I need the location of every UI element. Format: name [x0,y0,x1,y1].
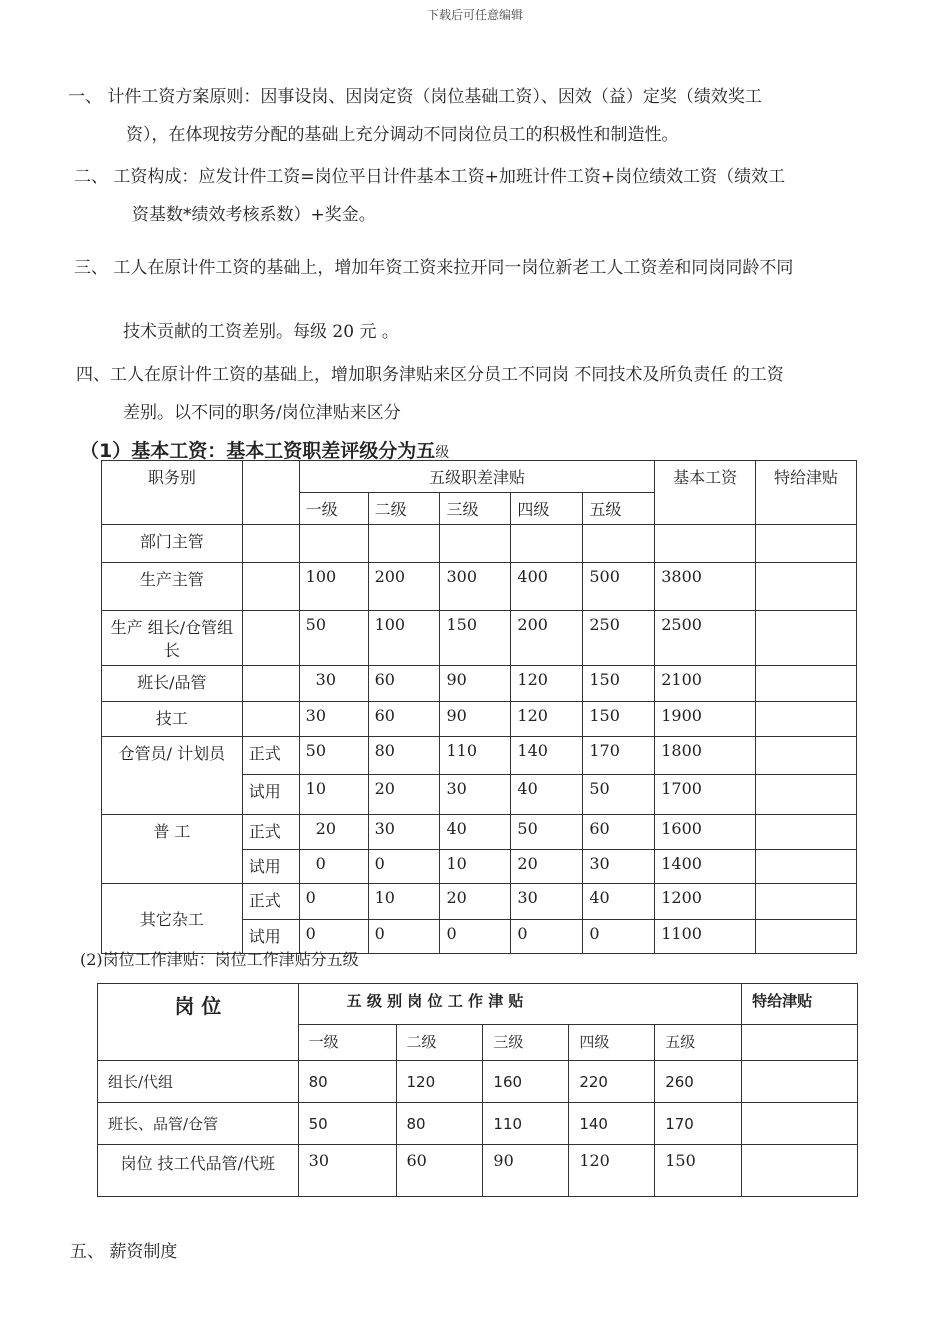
grade-header: 二级 [396,1025,483,1061]
header-base: 基本工资 [655,461,756,525]
table-row [98,1145,858,1197]
paragraph-3-line2: 技术贡献的工资差别。每级 20 元 。 [123,322,399,342]
base-cell [655,525,756,563]
table-row [102,884,857,920]
value-cell: 40 [583,884,655,920]
paragraph-3 [74,236,793,364]
special-cell [756,850,857,884]
paragraph-1-line1: 一、 计件工资方案原则：因事设岗、因岗定资（岗位基础工资）、因效（益）定奖（绩效奖工 [68,87,762,107]
table-row [102,666,857,702]
value-cell: 250 [583,611,655,666]
value-cell: 30 [583,850,655,884]
grade-header: 三级 [440,493,511,525]
special-cell [756,920,857,954]
grade-header: 一级 [299,493,368,525]
value-cell: 140 [569,1103,655,1145]
paragraph-1 [68,78,762,154]
value-cell: 0 [299,850,368,884]
value-cell: 90 [440,702,511,737]
value-cell: 160 [483,1061,569,1103]
value-cell: 50 [298,1103,396,1145]
value-cell: 10 [440,850,511,884]
position-allowance-table [97,983,858,1197]
header-position: 岗 位 [98,984,299,1061]
value-cell: 20 [511,850,583,884]
value-cell [583,525,655,563]
base-cell: 1200 [655,884,756,920]
value-cell: 30 [368,815,440,850]
paragraph-2 [74,158,785,234]
sub-cell: 试用 [242,920,299,954]
sub-cell [242,525,299,563]
value-cell: 150 [440,611,511,666]
paragraph-1-line2: 资），在体现按劳分配的基础上充分调动不同岗位员工的积极性和制造性。 [126,125,679,145]
value-cell: 30 [299,702,368,737]
paragraph-3-line1: 三、 工人在原计件工资的基础上，增加年资工资来拉开同一岗位新老工人工资差和同岗同龄不同 [74,258,794,278]
value-cell: 150 [655,1145,742,1197]
grade-header: 三级 [483,1025,569,1061]
base-cell: 1800 [655,737,756,775]
base-cell: 2500 [655,611,756,666]
value-cell: 60 [368,702,440,737]
row-name: 组长/代组 [98,1061,299,1103]
sub-cell: 正式 [242,737,299,775]
base-cell: 3800 [655,563,756,611]
header-grade-group: 五级职差津贴 [299,461,655,493]
group-name: 仓管员/ 计划员 [102,737,243,815]
base-cell: 1900 [655,702,756,737]
value-cell: 170 [655,1103,742,1145]
paragraph-2-line1: 二、 工资构成：应发计件工资=岗位平日计件基本工资+加班计件工资+岗位绩效工资（绩效工 [74,167,786,187]
value-cell: 90 [483,1145,569,1197]
base-cell: 1100 [655,920,756,954]
row-name: 班长/品管 [102,666,243,702]
sub-cell [242,563,299,611]
value-cell: 100 [368,611,440,666]
value-cell: 300 [440,563,511,611]
special-cell [756,611,857,666]
table-row [102,737,857,775]
special-cell [756,737,857,775]
sub-cell: 正式 [242,884,299,920]
row-name: 生产主管 [102,563,243,611]
value-cell: 150 [583,666,655,702]
base-cell: 2100 [655,666,756,702]
table-row [98,1103,858,1145]
grade-header: 五级 [583,493,655,525]
value-cell: 20 [368,775,440,815]
value-cell: 10 [368,884,440,920]
value-cell: 30 [298,1145,396,1197]
value-cell [440,525,511,563]
sub-cell: 试用 [242,850,299,884]
header-grade-group: 五 级 别 岗 位 工 作 津 贴 [298,984,741,1025]
group-name: 普 工 [102,815,243,884]
base-salary-table [101,460,857,954]
value-cell: 110 [440,737,511,775]
value-cell: 0 [511,920,583,954]
value-cell: 110 [483,1103,569,1145]
table-row [102,702,857,737]
base-cell: 1700 [655,775,756,815]
special-cell [756,563,857,611]
value-cell: 260 [655,1061,742,1103]
value-cell: 170 [583,737,655,775]
value-cell: 50 [511,815,583,850]
header-special: 特给津贴 [742,984,858,1025]
value-cell: 0 [368,850,440,884]
special-cell [756,525,857,563]
header-job: 职务别 [102,461,243,525]
base-cell: 1400 [655,850,756,884]
value-cell: 30 [299,666,368,702]
section-1-title-text: （1）基本工资：基本工资职差评级分为五 [80,440,436,462]
section-2-title: (2)岗位工作津贴：岗位工作津贴分五级 [80,950,359,969]
sub-cell [242,666,299,702]
paragraph-4-line2: 差别。以不同的职务/岗位津贴来区分 [123,403,401,423]
row-name: 生产 组长/仓管组长 [102,611,243,666]
value-cell: 60 [368,666,440,702]
value-cell: 90 [440,666,511,702]
value-cell: 40 [440,815,511,850]
value-cell: 50 [299,737,368,775]
table-row [102,525,857,563]
value-cell: 50 [583,775,655,815]
special-cell [756,775,857,815]
value-cell: 200 [368,563,440,611]
value-cell: 80 [396,1103,483,1145]
section-1-title [80,436,449,463]
value-cell: 0 [583,920,655,954]
sub-cell: 试用 [242,775,299,815]
header-blank [242,461,299,525]
value-cell: 30 [440,775,511,815]
base-cell: 1600 [655,815,756,850]
table-row [102,815,857,850]
value-cell: 120 [396,1061,483,1103]
value-cell: 80 [368,737,440,775]
row-name: 岗位 技工代品管/代班 [98,1145,299,1197]
value-cell: 200 [511,611,583,666]
grade-header: 五级 [655,1025,742,1061]
value-cell: 120 [511,702,583,737]
value-cell: 120 [511,666,583,702]
special-cell [742,1061,858,1103]
sub-cell [242,611,299,666]
value-cell: 10 [299,775,368,815]
value-cell [511,525,583,563]
value-cell: 80 [298,1061,396,1103]
table-row [102,563,857,611]
special-cell [756,702,857,737]
row-name: 班长、品管/仓管 [98,1103,299,1145]
sub-cell: 正式 [242,815,299,850]
special-cell [742,1025,858,1061]
paragraph-4 [76,356,784,432]
page-header: 下载后可任意编辑 [426,8,523,22]
row-name: 技工 [102,702,243,737]
group-name: 其它杂工 [102,884,243,954]
value-cell [299,525,368,563]
sub-cell [242,702,299,737]
special-cell [742,1145,858,1197]
special-cell [756,884,857,920]
paragraph-2-line2: 资基数*绩效考核系数）+奖金。 [132,205,376,225]
value-cell: 40 [511,775,583,815]
value-cell: 0 [299,920,368,954]
table-row [102,611,857,666]
special-cell [756,815,857,850]
value-cell: 100 [299,563,368,611]
value-cell: 400 [511,563,583,611]
value-cell: 220 [569,1061,655,1103]
value-cell: 50 [299,611,368,666]
section-5-title: 五、 薪资制度 [70,1242,178,1262]
value-cell: 20 [299,815,368,850]
section-1-title-suffix: 级 [435,445,450,461]
grade-header: 四级 [511,493,583,525]
special-cell [742,1103,858,1145]
value-cell: 60 [583,815,655,850]
value-cell [368,525,440,563]
value-cell: 60 [396,1145,483,1197]
header-special: 特给津贴 [756,461,857,525]
value-cell: 120 [569,1145,655,1197]
value-cell: 0 [299,884,368,920]
value-cell: 0 [368,920,440,954]
value-cell: 150 [583,702,655,737]
grade-header: 四级 [569,1025,655,1061]
table-row [98,1061,858,1103]
grade-header: 二级 [368,493,440,525]
grade-header: 一级 [298,1025,396,1061]
value-cell: 0 [440,920,511,954]
value-cell: 500 [583,563,655,611]
paragraph-4-line1: 四、工人在原计件工资的基础上，增加职务津贴来区分员工不同岗 不同技术及所负责任 的工资 [76,365,784,385]
value-cell: 20 [440,884,511,920]
value-cell: 140 [511,737,583,775]
special-cell [756,666,857,702]
value-cell: 30 [511,884,583,920]
row-name: 部门主管 [102,525,243,563]
